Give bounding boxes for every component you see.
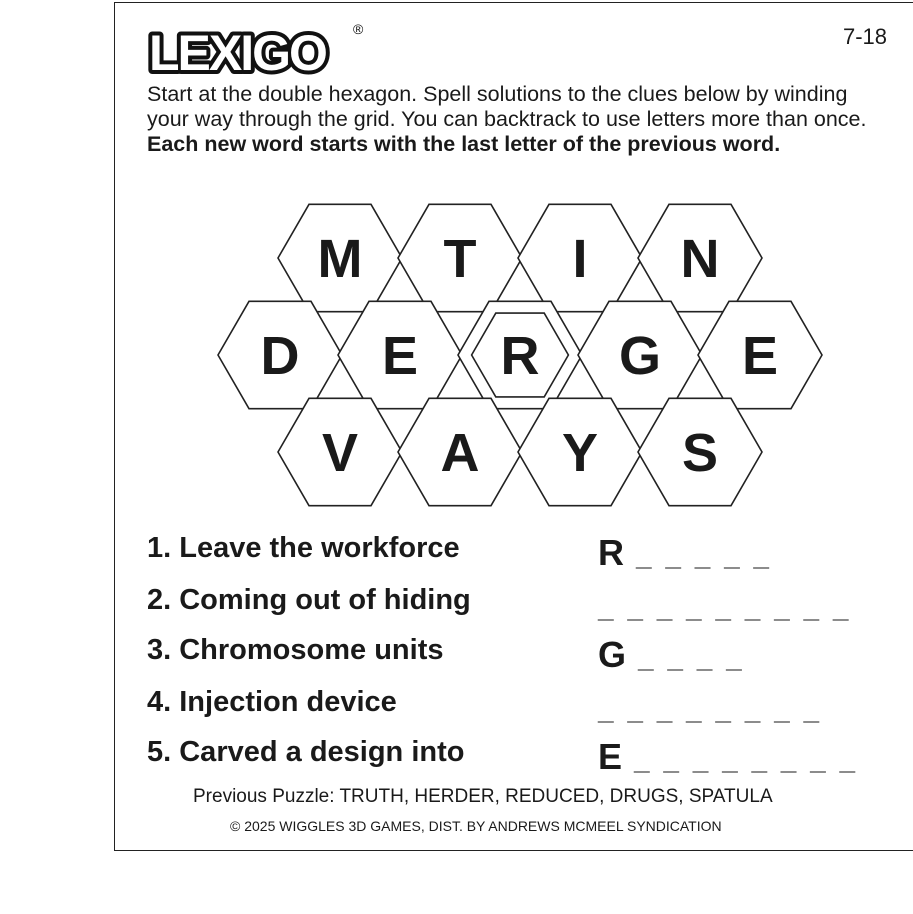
answer-3[interactable] [598, 634, 745, 676]
answer-1[interactable] [598, 532, 772, 574]
clue-1: 1. Leave the workforce [147, 532, 460, 564]
hex-cell-3-2[interactable] [398, 398, 522, 505]
answer-4[interactable] [598, 686, 822, 728]
hex-cell-3-3[interactable] [518, 398, 642, 505]
copyright: © 2025 WIGGLES 3D GAMES, DIST. BY ANDREWS MCMEEL SYNDICATION [230, 818, 722, 834]
hex-letter: Y [561, 423, 599, 483]
answer-2[interactable] [598, 584, 851, 626]
hex-letter: E [741, 326, 779, 386]
previous-puzzle: Previous Puzzle: TRUTH, HERDER, REDUCED, DRUGS, SPATULA [193, 786, 773, 807]
hex-letter: I [572, 229, 588, 289]
clue-5: 5. Carved a design into [147, 736, 465, 768]
hex-letter: V [321, 423, 359, 483]
answer-2-blanks: _ _ _ _ _ _ _ _ _ [598, 592, 852, 623]
hexagon-grid [210, 195, 830, 520]
logo-wordmark: LEXIGO [149, 25, 326, 78]
hex-cell-3-4[interactable] [638, 398, 762, 505]
hex-cell-1-1[interactable] [278, 204, 402, 311]
clue-4: 4. Injection device [147, 686, 397, 718]
hex-cell-3-1[interactable] [278, 398, 402, 505]
answer-3-blanks: _ _ _ _ [638, 642, 745, 673]
hex-cell-2-1[interactable] [218, 301, 342, 408]
hex-letter: D [260, 326, 300, 386]
hex-letter: S [681, 423, 719, 483]
registered-mark: ® [353, 22, 364, 37]
answer-5-start: E [598, 736, 624, 777]
instructions-plain: Start at the double hexagon. Spell solutions to the clues below by winding your way through the grid. You can backtrack to use letters more than once. [147, 82, 867, 131]
answer-5-blanks: _ _ _ _ _ _ _ _ [634, 744, 859, 775]
hex-letter: N [680, 229, 720, 289]
hex-cell-2-2[interactable] [338, 301, 462, 408]
answer-4-blanks: _ _ _ _ _ _ _ _ [598, 694, 823, 725]
hex-letter: A [440, 423, 480, 483]
instructions [147, 82, 877, 157]
hex-cell-1-2[interactable] [398, 204, 522, 311]
hex-letter: E [381, 326, 419, 386]
hex-letter: T [443, 229, 477, 289]
answer-3-start: G [598, 634, 628, 675]
instructions-bold: Each new word starts with the last letter of the previous word. [147, 132, 781, 156]
answer-1-start: R [598, 532, 625, 573]
puzzle-number: 7-18 [842, 24, 887, 49]
clue-3: 3. Chromosome units [147, 634, 444, 666]
hex-cell-2-3[interactable] [458, 301, 582, 408]
answer-5[interactable] [598, 736, 858, 778]
lexigo-logo [147, 22, 367, 78]
answer-1-blanks: _ _ _ _ _ [636, 540, 772, 571]
hex-cell-2-5[interactable] [698, 301, 822, 408]
hex-letter: G [618, 326, 662, 386]
hex-letter: R [500, 326, 540, 386]
hex-letter: M [317, 229, 363, 289]
hex-cell-2-4[interactable] [578, 301, 702, 408]
hex-cell-1-3[interactable] [518, 204, 642, 311]
hex-cell-1-4[interactable] [638, 204, 762, 311]
clue-2: 2. Coming out of hiding [147, 584, 471, 616]
